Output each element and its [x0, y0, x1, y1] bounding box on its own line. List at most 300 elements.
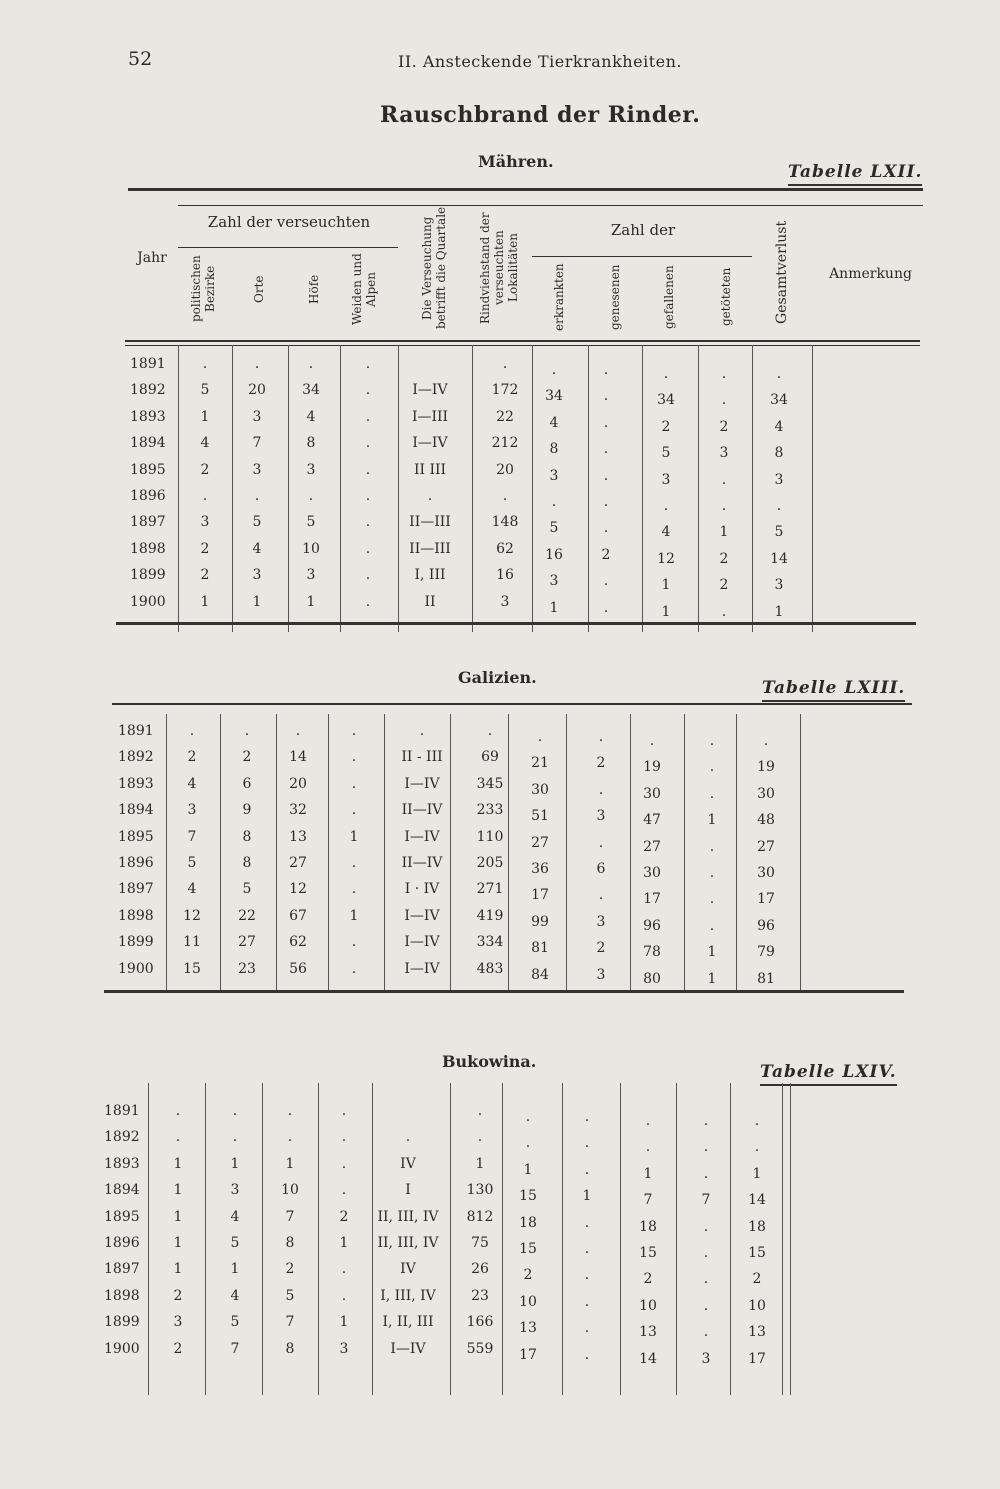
header-pol-bezirke: politischen Bezirke [189, 255, 217, 323]
table-ref-lxiii: Tabelle LXIII. [762, 678, 905, 702]
cell-orte: 5 [252, 514, 262, 531]
header-rindvieh: Rindviehstand der verseuchten Lokalitäten [478, 212, 520, 324]
cell-getoeteten: 7 [701, 1192, 711, 1209]
year-cell: 1896 [104, 1235, 140, 1251]
cell-weiden: . [351, 802, 357, 819]
table-bottom-rule [116, 622, 916, 625]
cell-erkrankten: 5 [549, 520, 559, 537]
cell-getoeteten: . [703, 1324, 709, 1341]
header-genesenen: genesenen [608, 264, 622, 330]
cell-hoefe: 56 [289, 960, 307, 977]
cell-getoeteten: 2 [719, 550, 729, 567]
cell-hoefe: . [295, 723, 301, 739]
cell-rindvieh: 1 [475, 1155, 485, 1172]
cell-rindvieh: 3 [500, 593, 510, 610]
cell-gefallenen: 30 [643, 865, 661, 881]
cell-getoeteten: . [709, 838, 715, 855]
cell-gefallenen: 10 [639, 1297, 657, 1314]
column-divider [178, 345, 179, 632]
cell-gesamtverlust: 8 [774, 445, 784, 462]
column-divider [148, 1083, 149, 1395]
header-erkrankten: erkrankten [552, 263, 566, 331]
header-gesamtverlust: Gesamtverlust [774, 220, 790, 324]
cell-orte: . [232, 1129, 238, 1146]
cell-hoefe: 13 [289, 828, 307, 845]
cell-pol-bezirke: 12 [183, 907, 201, 924]
cell-gefallenen: 1 [661, 577, 671, 594]
cell-orte: 4 [230, 1287, 240, 1304]
cell-gefallenen: 96 [643, 917, 661, 934]
cell-getoeteten: . [721, 603, 727, 620]
cell-orte: 9 [242, 802, 252, 819]
cell-gesamtverlust: 1 [752, 1165, 762, 1182]
cell-gefallenen: 34 [657, 392, 675, 409]
cell-weiden: . [365, 461, 371, 478]
cell-getoeteten: 1 [707, 970, 717, 987]
cell-orte: . [254, 488, 260, 504]
cell-hoefe: 8 [285, 1340, 295, 1357]
cell-gesamtverlust: 81 [757, 970, 775, 987]
year-cell: 1896 [118, 855, 154, 871]
cell-erkrankten: 8 [549, 441, 559, 458]
cell-erkrankten: 15 [519, 1188, 537, 1205]
year-cell: 1893 [104, 1155, 140, 1172]
cell-genesenen: . [603, 388, 609, 405]
cell-weiden: . [341, 1103, 347, 1119]
cell-orte: 3 [252, 461, 262, 478]
cell-gefallenen: 19 [643, 759, 661, 776]
cell-getoeteten: 1 [707, 812, 717, 829]
header-hoefe: Höfe [307, 274, 321, 304]
cell-erkrankten: 3 [549, 573, 559, 590]
cell-pol-bezirke: 5 [200, 382, 210, 399]
cell-orte: 3 [230, 1182, 240, 1199]
cell-quartale: I, II, III [382, 1314, 434, 1331]
year-cell: 1895 [104, 1208, 140, 1225]
cell-pol-bezirke: 5 [187, 855, 197, 871]
cell-erkrankten: 1 [523, 1161, 533, 1178]
cell-quartale: I—IV [404, 828, 440, 845]
header-getoeteten: getöteten [719, 267, 733, 327]
cell-getoeteten: . [709, 917, 715, 934]
cell-gefallenen: 2 [661, 418, 671, 435]
cell-genesenen: 1 [582, 1188, 592, 1205]
column-divider [684, 714, 685, 990]
cell-pol-bezirke: 2 [173, 1287, 183, 1304]
column-divider [340, 345, 341, 632]
cell-erkrankten: 17 [519, 1346, 537, 1363]
cell-gefallenen: 30 [643, 785, 661, 802]
cell-gesamtverlust: 34 [770, 392, 788, 409]
cell-gefallenen: 18 [639, 1218, 657, 1235]
column-divider [232, 345, 233, 632]
cell-gefallenen: . [663, 366, 669, 382]
cell-hoefe: 20 [289, 775, 307, 792]
cell-weiden: . [351, 855, 357, 871]
header-weiden: Weiden und Alpen [350, 253, 378, 325]
cell-pol-bezirke: 1 [200, 408, 210, 425]
cell-pol-bezirke: 1 [173, 1155, 183, 1172]
cell-genesenen: 2 [601, 546, 611, 563]
cell-gesamtverlust: 17 [748, 1350, 766, 1367]
column-divider [620, 1083, 621, 1395]
cell-getoeteten: 3 [719, 445, 729, 462]
cell-genesenen: . [598, 781, 604, 798]
cell-genesenen: . [584, 1161, 590, 1178]
cell-weiden: . [365, 356, 371, 372]
cell-weiden: 2 [339, 1208, 349, 1225]
cell-quartale: I—IV [404, 934, 440, 951]
cell-gesamtverlust: 5 [774, 524, 784, 541]
cell-hoefe: 1 [285, 1155, 295, 1172]
cell-pol-bezirke: 1 [173, 1208, 183, 1225]
cell-gefallenen: . [645, 1139, 651, 1156]
column-divider [642, 345, 643, 632]
cell-hoefe: . [287, 1103, 293, 1119]
cell-hoefe: 3 [306, 567, 316, 584]
cell-gefallenen: 2 [643, 1271, 653, 1288]
cell-erkrankten: 2 [523, 1267, 533, 1284]
cell-weiden: . [365, 488, 371, 504]
cell-pol-bezirke: . [189, 723, 195, 739]
cell-gesamtverlust: . [776, 366, 782, 382]
cell-orte: . [254, 356, 260, 372]
year-cell: 1891 [104, 1103, 140, 1119]
cell-erkrankten: 10 [519, 1293, 537, 1310]
cell-getoeteten: . [709, 759, 715, 776]
year-cell: 1898 [130, 540, 166, 557]
year-cell: 1900 [118, 960, 154, 977]
cell-orte: . [232, 1103, 238, 1119]
cell-erkrankten: 3 [549, 467, 559, 484]
column-divider [812, 345, 813, 632]
cell-weiden: 1 [349, 828, 359, 845]
cell-weiden: . [351, 881, 357, 898]
cell-getoeteten: 3 [701, 1350, 711, 1367]
year-cell: 1897 [130, 514, 166, 531]
cell-quartale: I—IV [390, 1340, 426, 1357]
cell-quartale: II III [413, 461, 447, 478]
cell-orte: 8 [242, 855, 252, 871]
cell-hoefe: 67 [289, 907, 307, 924]
cell-gefallenen: 1 [643, 1165, 653, 1182]
cell-gesamtverlust: 79 [757, 944, 775, 961]
column-divider [752, 345, 753, 632]
cell-quartale: I—III [411, 408, 449, 425]
cell-getoeteten: . [721, 471, 727, 488]
cell-quartale: II, III, IV [377, 1235, 439, 1251]
cell-pol-bezirke: 2 [173, 1340, 183, 1357]
cell-hoefe: 10 [281, 1182, 299, 1199]
cell-gesamtverlust: 27 [757, 838, 775, 855]
cell-weiden: 1 [339, 1235, 349, 1251]
cell-rindvieh: . [502, 356, 508, 372]
year-cell: 1892 [104, 1129, 140, 1146]
cell-genesenen: . [584, 1214, 590, 1231]
cell-orte: 5 [230, 1314, 240, 1331]
column-divider [318, 1083, 319, 1395]
cell-hoefe: 8 [306, 435, 316, 452]
cell-quartale: IV [400, 1155, 416, 1172]
cell-gesamtverlust: 96 [757, 917, 775, 934]
cell-rindvieh: 23 [471, 1287, 489, 1304]
cell-orte: 5 [230, 1235, 240, 1251]
cell-hoefe: 7 [285, 1314, 295, 1331]
cell-genesenen: . [603, 520, 609, 537]
section-title-bukowina: Bukowina. [442, 1052, 537, 1071]
cell-hoefe: 5 [306, 514, 316, 531]
cell-genesenen: . [584, 1109, 590, 1125]
cell-genesenen: . [603, 573, 609, 590]
cell-genesenen: . [598, 887, 604, 904]
cell-orte: 7 [230, 1340, 240, 1357]
cell-rindvieh: 334 [476, 934, 504, 951]
cell-weiden: . [341, 1261, 347, 1278]
cell-weiden: . [341, 1129, 347, 1146]
cell-quartale: II - III [401, 749, 443, 766]
cell-orte: 22 [238, 907, 256, 924]
cell-genesenen: . [598, 834, 604, 851]
cell-erkrankten: 99 [531, 913, 549, 930]
cell-rindvieh: . [477, 1129, 483, 1146]
year-cell: 1897 [118, 881, 154, 898]
cell-hoefe: 34 [302, 382, 320, 399]
cell-quartale: II, III, IV [377, 1208, 439, 1225]
section-title-galizien: Galizien. [458, 668, 537, 687]
cell-gesamtverlust: 3 [774, 577, 784, 594]
cell-hoefe: . [308, 356, 314, 372]
cell-rindvieh: 233 [476, 802, 504, 819]
cell-pol-bezirke: 3 [200, 514, 210, 531]
cell-gefallenen: 15 [639, 1245, 657, 1261]
cell-rindvieh: . [477, 1103, 483, 1119]
year-cell: 1892 [130, 382, 166, 399]
cell-pol-bezirke: 7 [187, 828, 197, 845]
year-cell: 1899 [118, 934, 154, 951]
column-divider [450, 1083, 451, 1395]
cell-pol-bezirke: . [202, 356, 208, 372]
cell-pol-bezirke: 3 [187, 802, 197, 819]
cell-gesamtverlust: 30 [757, 865, 775, 881]
cell-getoeteten: . [721, 498, 727, 514]
cell-getoeteten: . [709, 891, 715, 908]
cell-hoefe: 62 [289, 934, 307, 951]
cell-rindvieh: 26 [471, 1261, 489, 1278]
cell-erkrankten: 4 [549, 414, 559, 431]
cell-rindvieh: . [502, 488, 508, 504]
cell-gesamtverlust: . [754, 1113, 760, 1129]
cell-weiden: . [365, 593, 371, 610]
cell-erkrankten: . [551, 362, 557, 378]
cell-pol-bezirke: 1 [173, 1182, 183, 1199]
cell-orte: 5 [242, 881, 252, 898]
header-quartale: Die Verseuchung betrifft die Quartale [420, 206, 448, 330]
cell-gefallenen: 1 [661, 603, 671, 620]
cell-quartale: . [427, 488, 433, 504]
cell-genesenen: . [603, 414, 609, 431]
cell-orte: 7 [252, 435, 262, 452]
column-divider [736, 714, 737, 990]
cell-quartale: IV [400, 1261, 416, 1278]
year-cell: 1891 [118, 723, 154, 739]
cell-erkrankten: 21 [531, 755, 549, 772]
cell-getoeteten: . [703, 1245, 709, 1261]
cell-getoeteten: . [709, 733, 715, 749]
cell-pol-bezirke: . [202, 488, 208, 504]
cell-genesenen: . [603, 441, 609, 458]
cell-genesenen: . [584, 1267, 590, 1284]
cell-weiden: . [365, 540, 371, 557]
cell-orte: 1 [230, 1155, 240, 1172]
cell-rindvieh: 22 [496, 408, 514, 425]
cell-hoefe: . [287, 1129, 293, 1146]
column-divider [205, 1083, 206, 1395]
cell-gefallenen: 78 [643, 944, 661, 961]
cell-getoeteten: 1 [707, 944, 717, 961]
table-ref-lxii: Tabelle LXII. [788, 162, 922, 186]
cell-pol-bezirke: 2 [200, 461, 210, 478]
cell-rindvieh: 172 [491, 382, 519, 399]
cell-weiden: . [365, 567, 371, 584]
column-divider [328, 714, 329, 990]
cell-genesenen: 3 [596, 913, 606, 930]
cell-gefallenen: 13 [639, 1324, 657, 1341]
cell-erkrankten: 1 [549, 599, 559, 616]
cell-hoefe: 27 [289, 855, 307, 871]
cell-gesamtverlust: 2 [752, 1271, 762, 1288]
column-divider [730, 1083, 731, 1395]
cell-erkrankten: 34 [545, 388, 563, 405]
cell-rindvieh: 130 [466, 1182, 494, 1199]
year-cell: 1893 [130, 408, 166, 425]
cell-gefallenen: . [649, 733, 655, 749]
cell-getoeteten: . [703, 1218, 709, 1235]
cell-gefallenen: 5 [661, 445, 671, 462]
cell-getoeteten: . [703, 1139, 709, 1156]
cell-gesamtverlust: 17 [757, 891, 775, 908]
cell-rindvieh: 205 [476, 855, 504, 871]
cell-genesenen: . [603, 599, 609, 616]
cell-getoeteten: . [703, 1113, 709, 1129]
cell-getoeteten: 1 [719, 524, 729, 541]
cell-gefallenen: . [645, 1113, 651, 1129]
cell-gesamtverlust: 30 [757, 785, 775, 802]
cell-getoeteten: . [709, 785, 715, 802]
cell-pol-bezirke: 2 [200, 567, 210, 584]
cell-weiden: . [341, 1155, 347, 1172]
cell-erkrankten: 84 [531, 966, 549, 983]
cell-rindvieh: 559 [466, 1340, 494, 1357]
cell-erkrankten: . [525, 1109, 531, 1125]
header-gefallenen: gefallenen [662, 265, 676, 329]
cell-rindvieh: 483 [476, 960, 504, 977]
header-jahr: Jahr [137, 250, 167, 266]
year-cell: 1899 [130, 567, 166, 584]
header-zahl-der: Zahl der [610, 221, 676, 239]
cell-hoefe: 1 [306, 593, 316, 610]
header-orte: Orte [252, 275, 266, 303]
cell-hoefe: 7 [285, 1208, 295, 1225]
cell-hoefe: 5 [285, 1287, 295, 1304]
cell-genesenen: . [584, 1135, 590, 1152]
cell-rindvieh: 16 [496, 567, 514, 584]
cell-getoeteten: . [703, 1165, 709, 1182]
cell-quartale: I, III, IV [380, 1287, 436, 1304]
year-cell: 1893 [118, 775, 154, 792]
cell-pol-bezirke: 4 [187, 775, 197, 792]
year-cell: 1898 [118, 907, 154, 924]
cell-weiden: . [365, 382, 371, 399]
cell-gesamtverlust: 13 [748, 1324, 766, 1341]
cell-orte: 3 [252, 408, 262, 425]
cell-erkrankten: 16 [545, 546, 563, 563]
cell-gesamtverlust: 14 [748, 1192, 766, 1209]
cell-gesamtverlust: 18 [748, 1218, 766, 1235]
cell-pol-bezirke: 1 [173, 1235, 183, 1251]
cell-weiden: . [351, 775, 357, 792]
cell-genesenen: 3 [596, 966, 606, 983]
cell-weiden: 1 [339, 1314, 349, 1331]
cell-quartale: I · IV [404, 881, 440, 898]
cell-hoefe: 4 [306, 408, 316, 425]
cell-pol-bezirke: 4 [187, 881, 197, 898]
cell-rindvieh: 75 [471, 1235, 489, 1251]
cell-hoefe: . [308, 488, 314, 504]
cell-getoeteten: 2 [719, 418, 729, 435]
cell-rindvieh: 148 [491, 514, 519, 531]
column-divider [790, 1083, 791, 1395]
page-number: 52 [128, 48, 153, 70]
column-divider [502, 1083, 503, 1395]
cell-hoefe: 3 [306, 461, 316, 478]
cell-gefallenen: 4 [661, 524, 671, 541]
section-title-maehren: Mähren. [478, 152, 554, 171]
table-bottom-rule [104, 990, 904, 993]
year-cell: 1891 [130, 356, 166, 372]
cell-weiden: . [365, 435, 371, 452]
cell-gefallenen: 47 [643, 812, 661, 829]
cell-pol-bezirke: 15 [183, 960, 201, 977]
cell-genesenen: . [584, 1293, 590, 1310]
cell-weiden: . [365, 514, 371, 531]
header-zahl-verseuchten: Zahl der verseuchten [207, 213, 371, 231]
cell-orte: 4 [230, 1208, 240, 1225]
cell-gefallenen: 7 [643, 1192, 653, 1209]
cell-orte: 4 [252, 540, 262, 557]
year-cell: 1895 [130, 461, 166, 478]
cell-rindvieh: 69 [481, 749, 499, 766]
header-anmerkung: Anmerkung [829, 266, 912, 282]
cell-erkrankten: 13 [519, 1320, 537, 1337]
cell-erkrankten: 17 [531, 887, 549, 904]
cell-erkrankten: 36 [531, 861, 549, 877]
cell-genesenen: 2 [596, 940, 606, 957]
cell-erkrankten: 15 [519, 1241, 537, 1257]
cell-genesenen: . [584, 1320, 590, 1337]
cell-orte: 6 [242, 775, 252, 792]
cell-quartale: I—IV [404, 775, 440, 792]
cell-gefallenen: 27 [643, 838, 661, 855]
cell-weiden: . [341, 1287, 347, 1304]
cell-rindvieh: 419 [476, 907, 504, 924]
column-divider [676, 1083, 677, 1395]
cell-getoeteten: . [703, 1297, 709, 1314]
cell-gefallenen: 80 [643, 970, 661, 987]
cell-gefallenen: 3 [661, 471, 671, 488]
column-divider [472, 345, 473, 632]
cell-pol-bezirke: 1 [173, 1261, 183, 1278]
cell-quartale: II—IV [401, 802, 443, 819]
